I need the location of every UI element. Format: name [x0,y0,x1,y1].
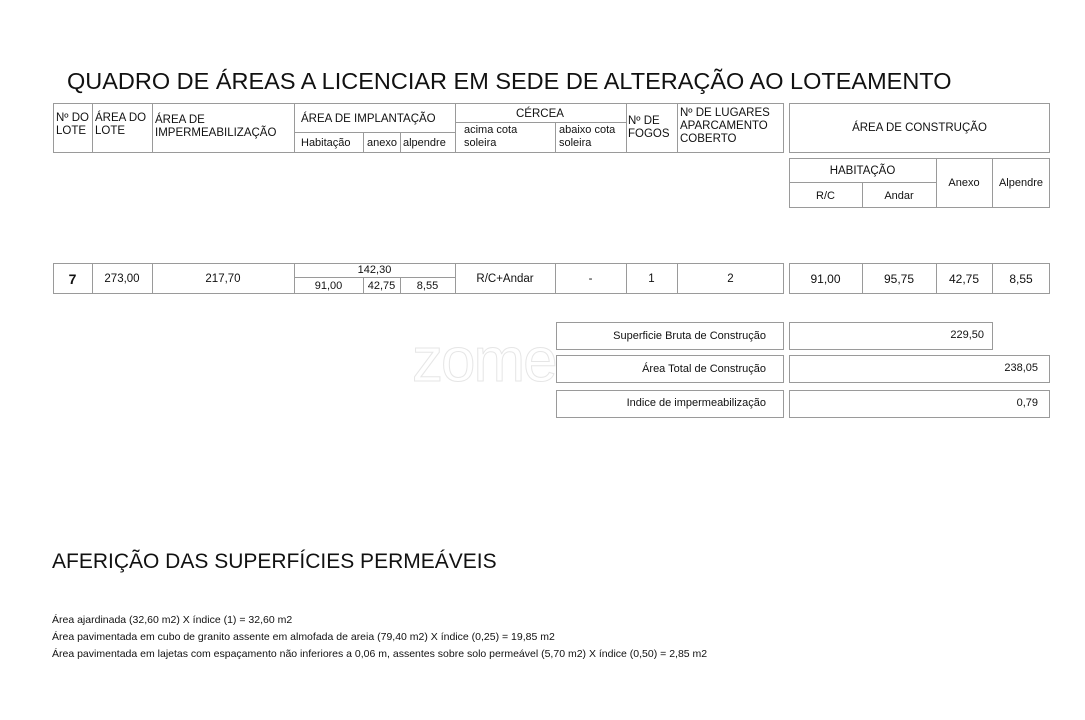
cell-impl-anexo: 42,75 [367,280,396,292]
cell-andar: 95,75 [883,271,915,286]
header-habitacao: HABITAÇÃO [829,165,896,177]
cell-imperm: 217,70 [205,272,241,285]
header-cercea-acima: acima cota soleira [464,124,518,149]
summary-label: Área Total de Construção [642,363,766,375]
header-impermeabilizacao: ÁREA DE IMPERMEABILIZAÇÃO [155,114,277,139]
cell-fogos: 1 [648,272,655,285]
body-line: Área ajardinada (32,60 m2) X índice (1) = 32,60 m2 [52,614,293,626]
summary-value: 0,79 [1016,397,1038,409]
header-impl-anexo: anexo [367,137,397,149]
header-alpendre: Alpendre [998,177,1044,189]
cell-impl-hab: 91,00 [314,280,343,292]
header-area-lote: ÁREA DO LOTE [95,112,147,137]
cell-alpendre: 8,55 [1009,271,1033,286]
cell-lugares: 2 [727,272,734,285]
header-cercea: CÉRCEA [516,108,564,120]
header-impl-habitacao: Habitação [301,137,351,149]
cell-impl-alpendre: 8,55 [416,280,439,292]
header-impl-alpendre: alpendre [403,137,446,149]
cell-area-lote: 273,00 [104,272,140,285]
summary-label: Superficie Bruta de Construção [613,330,766,342]
header-andar: Andar [884,190,914,202]
summary-value: 238,05 [1004,362,1038,374]
cell-acima: R/C+Andar [476,272,534,285]
cell-lote: 7 [68,270,77,287]
header-rc: R/C [816,190,835,202]
page-title: QUADRO DE ÁREAS A LICENCIAR EM SEDE DE ALTERAÇÃO AO LOTEAMENTO [67,68,952,94]
header-fogos: Nº DE FOGOS [628,115,670,140]
cell-rc: 91,00 [810,271,841,286]
header-lote: Nº DO LOTE [56,112,89,137]
cell-anexo: 42,75 [948,271,980,286]
section-title: AFERIÇÃO DAS SUPERFÍCIES PERMEÁVEIS [52,550,497,573]
body-line: Área pavimentada em cubo de granito assente em almofada de areia (79,40 m2) X índice (0,25) = 19,85 m2 [52,631,555,643]
summary-label: Indice de impermeabilização [626,397,766,409]
body-line: Área pavimentada em lajetas com espaçamento não inferiores a 0,06 m, assentes sobre solo permeável (5,70 m2) X índice (0,50) = 2,85 m2 [52,648,708,660]
header-lugares: Nº DE LUGARES APARCAMENTO COBERTO [680,107,770,145]
header-anexo: Anexo [948,177,980,189]
header-construcao: ÁREA DE CONSTRUÇÃO [852,122,987,134]
cell-abaixo: - [588,272,593,285]
summary-value: 229,50 [950,329,984,341]
cell-impl-total: 142,30 [357,264,392,276]
header-implantacao: ÁREA DE IMPLANTAÇÃO [301,113,436,125]
watermark-logo: zome [412,326,556,395]
header-cercea-abaixo: abaixo cota soleira [559,124,616,149]
